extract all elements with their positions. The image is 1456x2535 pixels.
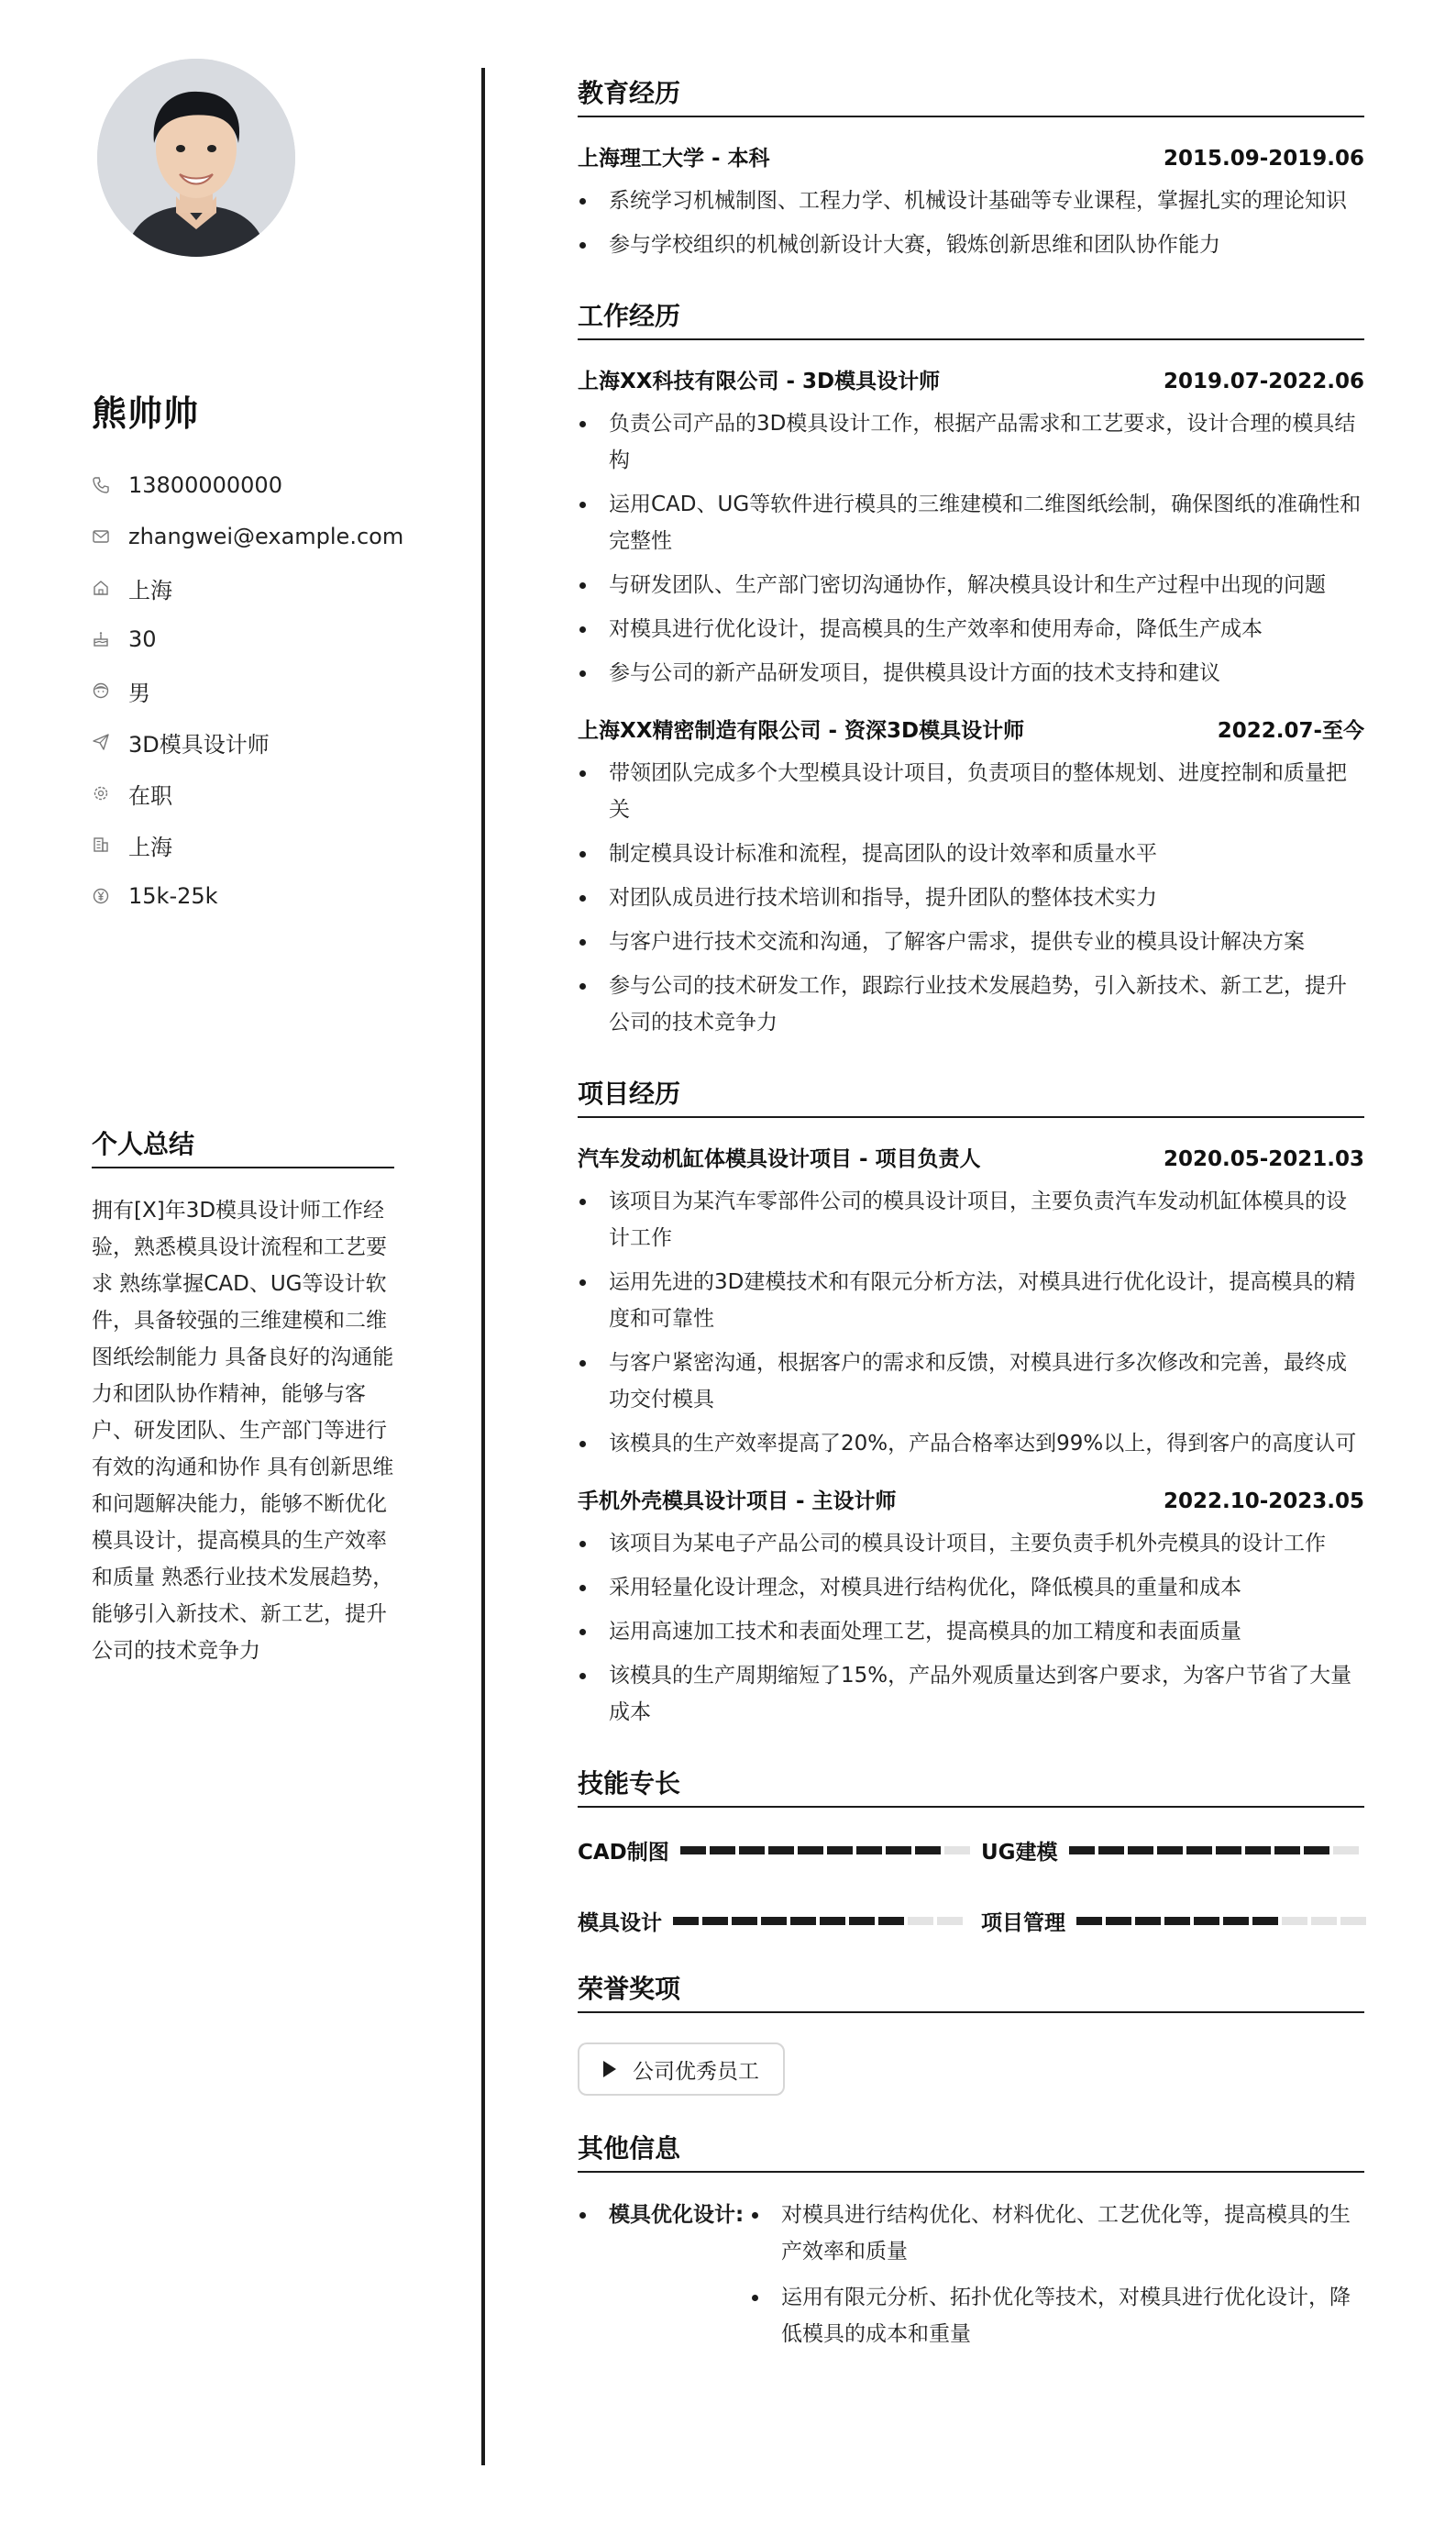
project-entry [578, 1484, 1364, 1731]
skill-segment-empty [944, 1846, 970, 1854]
list-item: 运用先进的3D建模技术和有限元分析方法，对模具进行优化设计，提高模具的精度和可靠性 [578, 1264, 1364, 1337]
skill-segment-empty [1340, 1917, 1366, 1925]
skills-section [578, 1764, 1364, 1936]
bullet-list [578, 1525, 1364, 1731]
skill-segment-filled [915, 1846, 941, 1854]
list-item: 参与公司的新产品研发项目，提供模具设计方面的技术支持和建议 [578, 655, 1364, 692]
entry-date: 2020.05-2021.03 [1163, 1147, 1364, 1171]
skill-segment-filled [827, 1846, 853, 1854]
list-item: 该模具的生产效率提高了20%，产品合格率达到99%以上，得到客户的高度认可 [578, 1425, 1364, 1462]
skill-segment-filled [1216, 1846, 1241, 1854]
skill-name: 项目管理 [981, 1911, 1065, 1935]
work-entry [578, 714, 1364, 1041]
status-gear-icon [92, 784, 110, 803]
info-position [92, 716, 394, 768]
list-item: 该项目为某汽车零部件公司的模具设计项目，主要负责汽车发动机缸体模具的设计工作 [578, 1183, 1364, 1256]
skill-level-bar [1076, 1917, 1366, 1925]
bullet-list [578, 183, 1364, 263]
skill-segment-empty [937, 1917, 963, 1925]
work-section [578, 296, 1364, 1041]
skill-segment-empty [1311, 1917, 1337, 1925]
work-title: 工作经历 [578, 296, 1364, 340]
bullet-list [578, 755, 1364, 1041]
skill-item [578, 1906, 981, 1936]
skill-segment-filled [739, 1846, 765, 1854]
skill-segment-filled [761, 1917, 787, 1925]
play-triangle-icon [603, 2061, 616, 2077]
list-item: 运用CAD、UG等软件进行模具的三维建模和二维图纸绘制，确保图纸的准确性和完整性 [578, 486, 1364, 559]
list-item: 运用高速加工技术和表面处理工艺，提高模具的加工精度和表面质量 [578, 1613, 1364, 1650]
list-item: 参与学校组织的机械创新设计大赛，锻炼创新思维和团队协作能力 [578, 227, 1364, 263]
skill-item [578, 1835, 981, 1865]
skill-item [981, 1906, 1364, 1936]
list-item: 参与公司的技术研发工作，跟踪行业技术发展趋势，引入新技术、新工艺，提升公司的技术竞争力 [578, 968, 1364, 1041]
avatar [97, 59, 295, 257]
info-location [92, 562, 394, 614]
list-item: 系统学习机械制图、工程力学、机械设计基础等专业课程，掌握扎实的理论知识 [578, 183, 1364, 219]
phone-value: 13800000000 [128, 472, 282, 498]
contact-info-list [92, 459, 404, 922]
target-city-value: 上海 [128, 834, 172, 860]
entry-heading: 上海XX精密制造有限公司 - 资深3D模具设计师 [578, 719, 1025, 743]
gender-value: 男 [128, 680, 150, 706]
home-icon [92, 579, 110, 597]
awards-title: 荣誉奖项 [578, 1969, 1364, 2013]
skill-segment-filled [1098, 1846, 1124, 1854]
list-item: 负责公司产品的3D模具设计工作，根据产品需求和工艺要求，设计合理的模具结构 [578, 405, 1364, 479]
list-item: 与客户进行技术交流和沟通，了解客户需求，提供专业的模具设计解决方案 [578, 924, 1364, 960]
list-item: 与客户紧密沟通，根据客户的需求和反馈，对模具进行多次修改和完善，最终成功交付模具 [578, 1345, 1364, 1418]
skill-segment-filled [1069, 1846, 1095, 1854]
skill-name: UG建模 [981, 1841, 1058, 1865]
summary-title: 个人总结 [92, 1124, 394, 1168]
skill-segment-filled [1223, 1917, 1249, 1925]
entry-heading: 上海理工大学 - 本科 [578, 147, 770, 171]
skill-segment-filled [1194, 1917, 1219, 1925]
skill-segment-filled [886, 1846, 911, 1854]
entry-date: 2015.09-2019.06 [1163, 147, 1364, 171]
info-gender [92, 665, 394, 716]
sidebar [92, 59, 404, 922]
education-entry [578, 141, 1364, 263]
info-age [92, 614, 394, 665]
bullet-list [578, 1183, 1364, 1462]
skill-segment-filled [849, 1917, 875, 1925]
list-item: 采用轻量化设计理念，对模具进行结构优化，降低模具的重量和成本 [578, 1569, 1364, 1606]
entry-date: 2022.10-2023.05 [1163, 1489, 1364, 1513]
skill-level-bar [680, 1846, 970, 1854]
list-item: 该项目为某电子产品公司的模具设计项目，主要负责手机外壳模具的设计工作 [578, 1525, 1364, 1562]
skill-segment-filled [798, 1846, 823, 1854]
entry-heading: 手机外壳模具设计项目 - 主设计师 [578, 1489, 897, 1513]
position-value: 3D模具设计师 [128, 731, 270, 758]
list-item: 对团队成员进行技术培训和指导，提升团队的整体技术实力 [578, 880, 1364, 916]
skill-segment-filled [878, 1917, 904, 1925]
skill-segment-empty [908, 1917, 933, 1925]
education-section [578, 73, 1364, 263]
bullet-list [578, 405, 1364, 692]
skill-segment-filled [1135, 1917, 1161, 1925]
bullet-list [750, 2197, 1364, 2362]
skill-segment-filled [1106, 1917, 1131, 1925]
info-phone [92, 459, 394, 511]
skill-segment-filled [1274, 1846, 1300, 1854]
mail-icon [92, 527, 110, 546]
skill-level-bar [673, 1917, 963, 1925]
work-entry [578, 364, 1364, 692]
skill-segment-filled [1186, 1846, 1212, 1854]
send-icon [92, 733, 110, 751]
entry-heading: 汽车发动机缸体模具设计项目 - 项目负责人 [578, 1147, 981, 1171]
list-item: 运用有限元分析、拓扑优化等技术，对模具进行优化设计，降低模具的成本和重量 [750, 2279, 1364, 2352]
skill-segment-filled [1164, 1917, 1190, 1925]
summary-section [92, 1124, 394, 1669]
skill-segment-filled [702, 1917, 728, 1925]
skill-item [981, 1835, 1364, 1865]
skill-segment-filled [680, 1846, 706, 1854]
skill-segment-filled [790, 1917, 816, 1925]
skills-title: 技能专长 [578, 1764, 1364, 1808]
info-email [92, 511, 404, 562]
list-item: 与研发团队、生产部门密切沟通协作，解决模具设计和生产过程中出现的问题 [578, 567, 1364, 603]
skill-segment-empty [1333, 1846, 1359, 1854]
yen-coin-icon [92, 887, 110, 905]
skill-segment-filled [1128, 1846, 1153, 1854]
skill-name: 模具设计 [578, 1911, 662, 1935]
list-item: 对模具进行结构优化、材料优化、工艺优化等，提高模具的生产效率和质量 [750, 2197, 1364, 2270]
skill-segment-filled [732, 1917, 757, 1925]
avatar-portrait [97, 59, 295, 257]
skill-level-bar [1069, 1846, 1359, 1854]
other-title: 其他信息 [578, 2129, 1364, 2173]
building-icon [92, 836, 110, 854]
info-status [92, 768, 394, 819]
email-value: zhangwei@example.com [128, 524, 404, 549]
skills-grid [578, 1832, 1364, 1936]
skill-segment-filled [1304, 1846, 1329, 1854]
list-item: 对模具进行优化设计，提高模具的生产效率和使用寿命，降低生产成本 [578, 611, 1364, 648]
skill-segment-filled [1252, 1917, 1278, 1925]
award-tag[interactable] [578, 2042, 785, 2096]
person-face-icon [92, 681, 110, 700]
column-divider [481, 68, 485, 2465]
list-item: 带领团队完成多个大型模具设计项目，负责项目的整体规划、进度控制和质量把关 [578, 755, 1364, 828]
location-value: 上海 [128, 577, 172, 603]
other-section [578, 2129, 1364, 2362]
skill-segment-empty [1282, 1917, 1307, 1925]
salary-value: 15k-25k [128, 883, 218, 909]
list-item: 制定模具设计标准和流程，提高团队的设计效率和质量水平 [578, 836, 1364, 872]
age-value: 30 [128, 626, 157, 652]
status-value: 在职 [128, 782, 172, 809]
info-salary [92, 870, 394, 922]
entry-date: 2019.07-2022.06 [1163, 370, 1364, 393]
project-entry [578, 1142, 1364, 1462]
skill-segment-filled [1245, 1846, 1271, 1854]
projects-section [578, 1074, 1364, 1731]
skill-segment-filled [856, 1846, 882, 1854]
candidate-name: 熊帅帅 [92, 393, 200, 434]
skill-segment-filled [673, 1917, 699, 1925]
other-label: 模具优化设计: [609, 2203, 745, 2227]
entry-heading: 上海XX科技有限公司 - 3D模具设计师 [578, 370, 941, 393]
skill-segment-filled [1157, 1846, 1183, 1854]
skill-segment-filled [768, 1846, 794, 1854]
skill-name: CAD制图 [578, 1841, 669, 1865]
cake-icon [92, 630, 110, 648]
other-item [578, 2197, 1364, 2362]
skill-segment-filled [1076, 1917, 1102, 1925]
entry-date: 2022.07-至今 [1217, 719, 1364, 743]
projects-title: 项目经历 [578, 1074, 1364, 1118]
summary-text: 拥有[X]年3D模具设计师工作经验，熟悉模具设计流程和工艺要求 熟练掌握CAD、UG等设计软件，具备较强的三维建模和二维图纸绘制能力 具备良好的沟通能力和团队协作精神，能够与客户、研发团队、生产部门等进行有效的沟通和协作 具有创新思维和问题解决能力，能够不断优化模具设计，提高模具的生产效率和质量 熟悉行业技术发展趋势，能够引入新技术、新工艺，提升公司的技术竞争力 [92, 1199, 394, 1663]
info-target-city [92, 819, 394, 870]
main-content [578, 73, 1364, 2395]
education-title: 教育经历 [578, 73, 1364, 117]
list-item: 该模具的生产周期缩短了15%，产品外观质量达到客户要求，为客户节省了大量成本 [578, 1657, 1364, 1731]
award-label: 公司优秀员工 [633, 2059, 759, 2084]
skill-segment-filled [820, 1917, 845, 1925]
phone-icon [92, 476, 110, 494]
skill-segment-filled [710, 1846, 735, 1854]
awards-section [578, 1969, 1364, 2096]
